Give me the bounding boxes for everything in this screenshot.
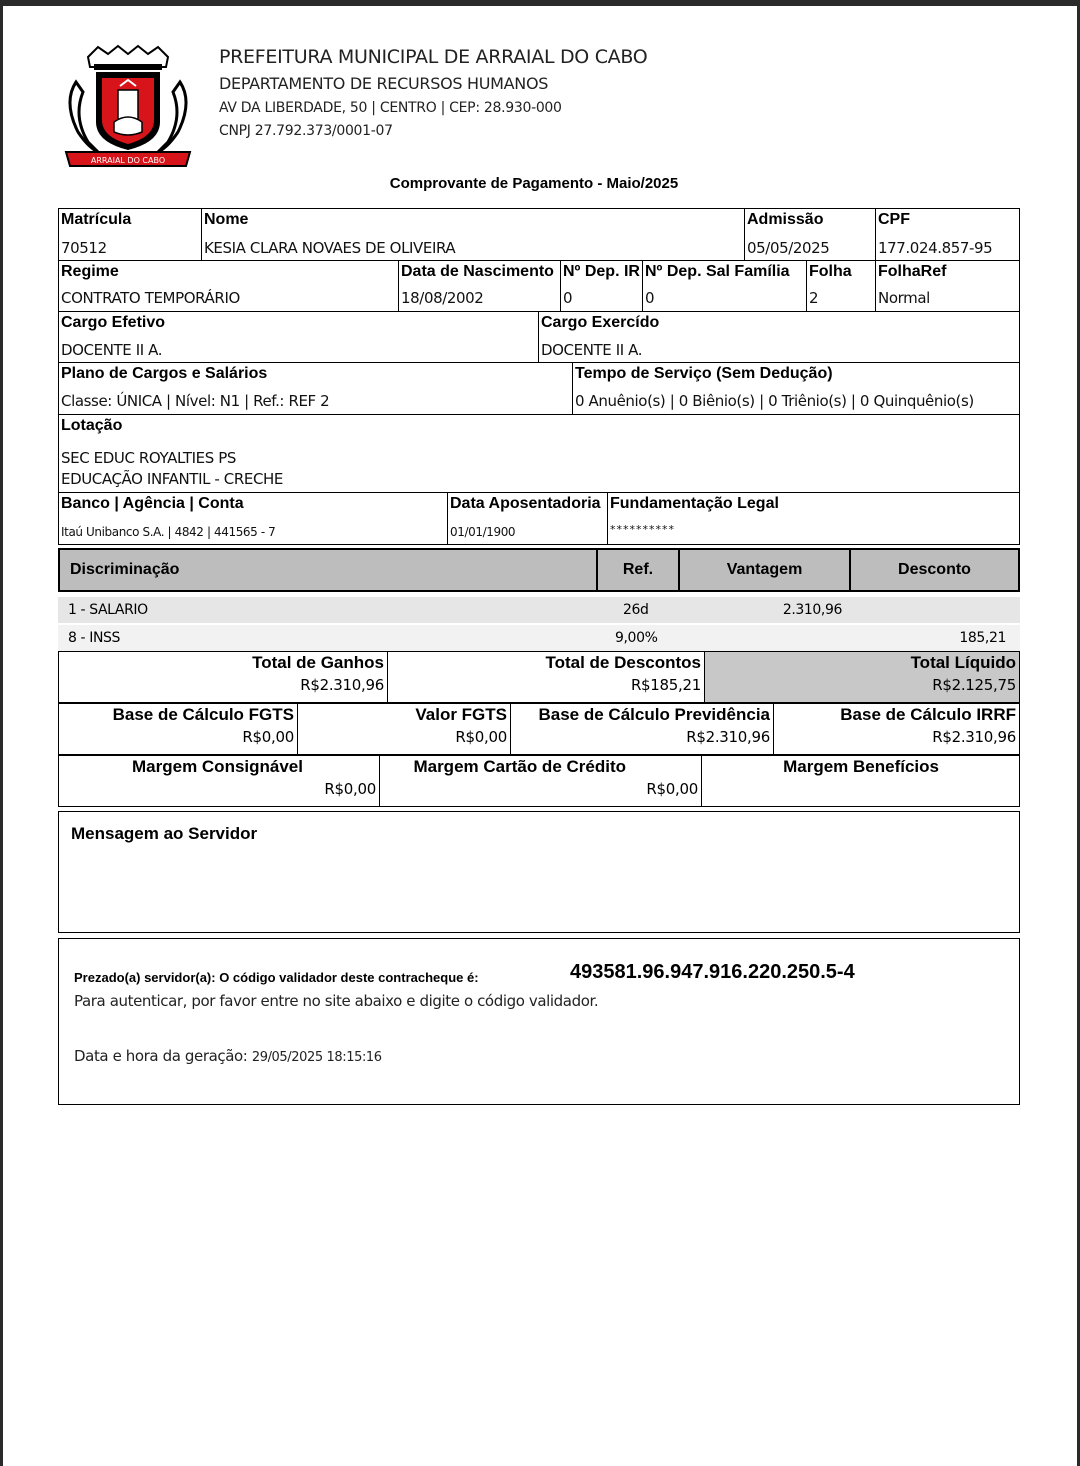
item-desc: 8 - INSS — [68, 630, 121, 646]
tempo-value: 0 Anuênio(s) | 0 Biênio(s) | 0 Triênio(s) | 0 Quinquênio(s) — [575, 392, 974, 410]
table-row — [58, 597, 1020, 623]
lotacao-line-2: EDUCAÇÃO INFANTIL - CRECHE — [61, 470, 283, 488]
folha-cell — [807, 261, 876, 311]
employee-row-4 — [58, 363, 1020, 415]
employee-row-2 — [58, 261, 1020, 312]
margem-cartao-label: Margem Cartão de Crédito — [413, 757, 626, 776]
document-header — [3, 6, 1077, 216]
dep-sal-label: Nº Dep. Sal Família — [645, 263, 790, 280]
plano-value: Classe: ÚNICA | Nível: N1 | Ref.: REF 2 — [61, 392, 330, 410]
fundamentacao-label: Fundamentação Legal — [610, 495, 779, 512]
cargo-efetivo-cell — [59, 312, 539, 362]
employee-row-3 — [58, 312, 1020, 363]
crest-motto: ARRAIAL DO CABO — [90, 156, 166, 165]
employee-row-bank — [58, 493, 1020, 545]
payslip-page — [3, 6, 1077, 1466]
banco-cell — [59, 493, 448, 544]
document-title: Comprovante de Pagamento - Maio/2025 — [389, 175, 679, 192]
plano-cell — [59, 363, 573, 414]
aposentadoria-value: 01/01/1900 — [450, 525, 516, 539]
fundamentacao-value: ********** — [610, 523, 675, 536]
org-name: PREFEITURA MUNICIPAL DE ARRAIAL DO CABO — [219, 46, 648, 68]
generation-label: Data e hora da geração: — [74, 1047, 248, 1065]
aposentadoria-cell — [448, 493, 608, 544]
admissao-label: Admissão — [747, 211, 824, 228]
municipal-crest-logo — [58, 42, 198, 172]
irrf-base-label: Base de Cálculo IRRF — [840, 705, 1016, 724]
item-ref: 26d — [623, 602, 649, 618]
message-box — [58, 811, 1020, 933]
total-descontos-label: Total de Descontos — [545, 653, 701, 672]
authentication-box — [58, 938, 1020, 1105]
generation-value: 29/05/2025 18:15:16 — [251, 1050, 382, 1065]
folha-value: 2 — [809, 289, 819, 307]
cpf-label: CPF — [878, 211, 910, 228]
item-vantagem: 2.310,96 — [782, 602, 842, 618]
cargo-exercido-label: Cargo Exercído — [541, 314, 660, 331]
folharef-cell — [876, 261, 1019, 311]
col-desconto: Desconto — [851, 550, 1018, 590]
validator-code[interactable]: 493581.96.947.916.220.250.5-4 — [570, 961, 855, 983]
matricula-value: 70512 — [61, 239, 107, 257]
folharef-value: Normal — [878, 289, 930, 307]
auth-instructions: Para autenticar, por favor entre no site abaixo e digite o código validador. — [74, 992, 599, 1010]
total-liquido-label: Total Líquido — [910, 653, 1016, 672]
aposentadoria-label: Data Aposentadoria — [450, 495, 601, 512]
employee-row-lotacao — [58, 415, 1020, 493]
irrf-base-value: R$2.310,96 — [932, 728, 1016, 746]
cargo-exercido-value: DOCENTE II A. — [541, 341, 643, 359]
folha-label: Folha — [809, 263, 852, 280]
folharef-label: FolhaRef — [878, 263, 947, 280]
irrf-base-box — [773, 703, 1020, 755]
plano-label: Plano de Cargos e Salários — [61, 365, 268, 382]
regime-label: Regime — [61, 263, 119, 280]
margem-beneficios-box — [701, 755, 1020, 807]
prev-base-box — [510, 703, 774, 755]
regime-cell — [59, 261, 399, 311]
cargo-efetivo-label: Cargo Efetivo — [61, 314, 166, 331]
prev-base-label: Base de Cálculo Previdência — [538, 705, 770, 724]
banco-label: Banco | Agência | Conta — [61, 495, 244, 512]
fgts-valor-box — [297, 703, 511, 755]
dep-ir-value: 0 — [563, 289, 573, 307]
admissao-value: 05/05/2025 — [747, 239, 830, 257]
lotacao-cell — [59, 415, 1019, 492]
fgts-valor-label: Valor FGTS — [415, 705, 507, 724]
cargo-efetivo-value: DOCENTE II A. — [61, 341, 163, 359]
item-desconto: 185,21 — [959, 630, 1006, 646]
admissao-cell — [745, 209, 876, 260]
regime-value: CONTRATO TEMPORÁRIO — [61, 289, 240, 307]
prev-base-value: R$2.310,96 — [686, 728, 770, 746]
dep-sal-cell — [643, 261, 807, 311]
total-ganhos-label: Total de Ganhos — [252, 653, 384, 672]
nascimento-cell — [399, 261, 561, 311]
total-descontos-value: R$185,21 — [630, 676, 701, 694]
col-vantagem: Vantagem — [680, 550, 851, 590]
col-discriminacao: Discriminação — [60, 550, 598, 590]
fgts-base-label: Base de Cálculo FGTS — [112, 705, 294, 724]
cpf-value: 177.024.857-95 — [878, 239, 993, 257]
margem-consignavel-value: R$0,00 — [324, 780, 376, 798]
dep-ir-cell — [561, 261, 643, 311]
fgts-base-value: R$0,00 — [242, 728, 294, 746]
nome-label: Nome — [204, 211, 249, 228]
tempo-cell — [573, 363, 1019, 414]
fundamentacao-cell — [608, 493, 1019, 544]
matricula-cell — [59, 209, 202, 260]
margem-consignavel-box — [58, 755, 380, 807]
item-ref: 9,00% — [615, 630, 658, 646]
message-title: Mensagem ao Servidor — [71, 824, 258, 843]
items-table-header — [58, 548, 1020, 592]
total-liquido-value: R$2.125,75 — [932, 676, 1016, 694]
total-ganhos-box — [58, 651, 388, 703]
nascimento-label: Data de Nascimento — [401, 263, 554, 280]
cargo-exercido-cell — [539, 312, 1019, 362]
organization-info — [219, 46, 647, 139]
cpf-cell — [876, 209, 1019, 260]
fgts-base-box — [58, 703, 298, 755]
table-row — [58, 625, 1020, 651]
margem-beneficios-label: Margem Benefícios — [783, 757, 939, 776]
nome-value: KESIA CLARA NOVAES DE OLIVEIRA — [204, 239, 456, 257]
fgts-valor-value: R$0,00 — [455, 728, 507, 746]
org-address: AV DA LIBERDADE, 50 | CENTRO | CEP: 28.930-000 — [219, 100, 562, 116]
banco-value: Itaú Unibanco S.A. | 4842 | 441565 - 7 — [61, 525, 276, 539]
tempo-label: Tempo de Serviço (Sem Dedução) — [575, 365, 833, 382]
col-ref: Ref. — [598, 550, 680, 590]
total-ganhos-value: R$2.310,96 — [300, 676, 384, 694]
total-liquido-box — [704, 651, 1020, 703]
lotacao-label: Lotação — [61, 417, 123, 434]
margem-cartao-box — [379, 755, 702, 807]
margem-cartao-value: R$0,00 — [646, 780, 698, 798]
margem-consignavel-label: Margem Consignável — [132, 757, 303, 776]
department-name: DEPARTAMENTO DE RECURSOS HUMANOS — [219, 74, 549, 93]
org-cnpj: CNPJ 27.792.373/0001-07 — [219, 123, 393, 139]
validator-intro: Prezado(a) servidor(a): O código validador deste contracheque é: — [74, 970, 479, 985]
total-descontos-box — [387, 651, 705, 703]
nome-cell — [202, 209, 745, 260]
dep-sal-value: 0 — [645, 289, 655, 307]
dep-ir-label: Nº Dep. IR — [563, 263, 640, 280]
matricula-label: Matrícula — [61, 211, 132, 228]
lotacao-line-1: SEC EDUC ROYALTIES PS — [61, 449, 236, 467]
employee-row-1 — [58, 208, 1020, 261]
generation-timestamp — [74, 1047, 382, 1065]
item-desc: 1 - SALARIO — [68, 602, 148, 618]
nascimento-value: 18/08/2002 — [401, 289, 484, 307]
